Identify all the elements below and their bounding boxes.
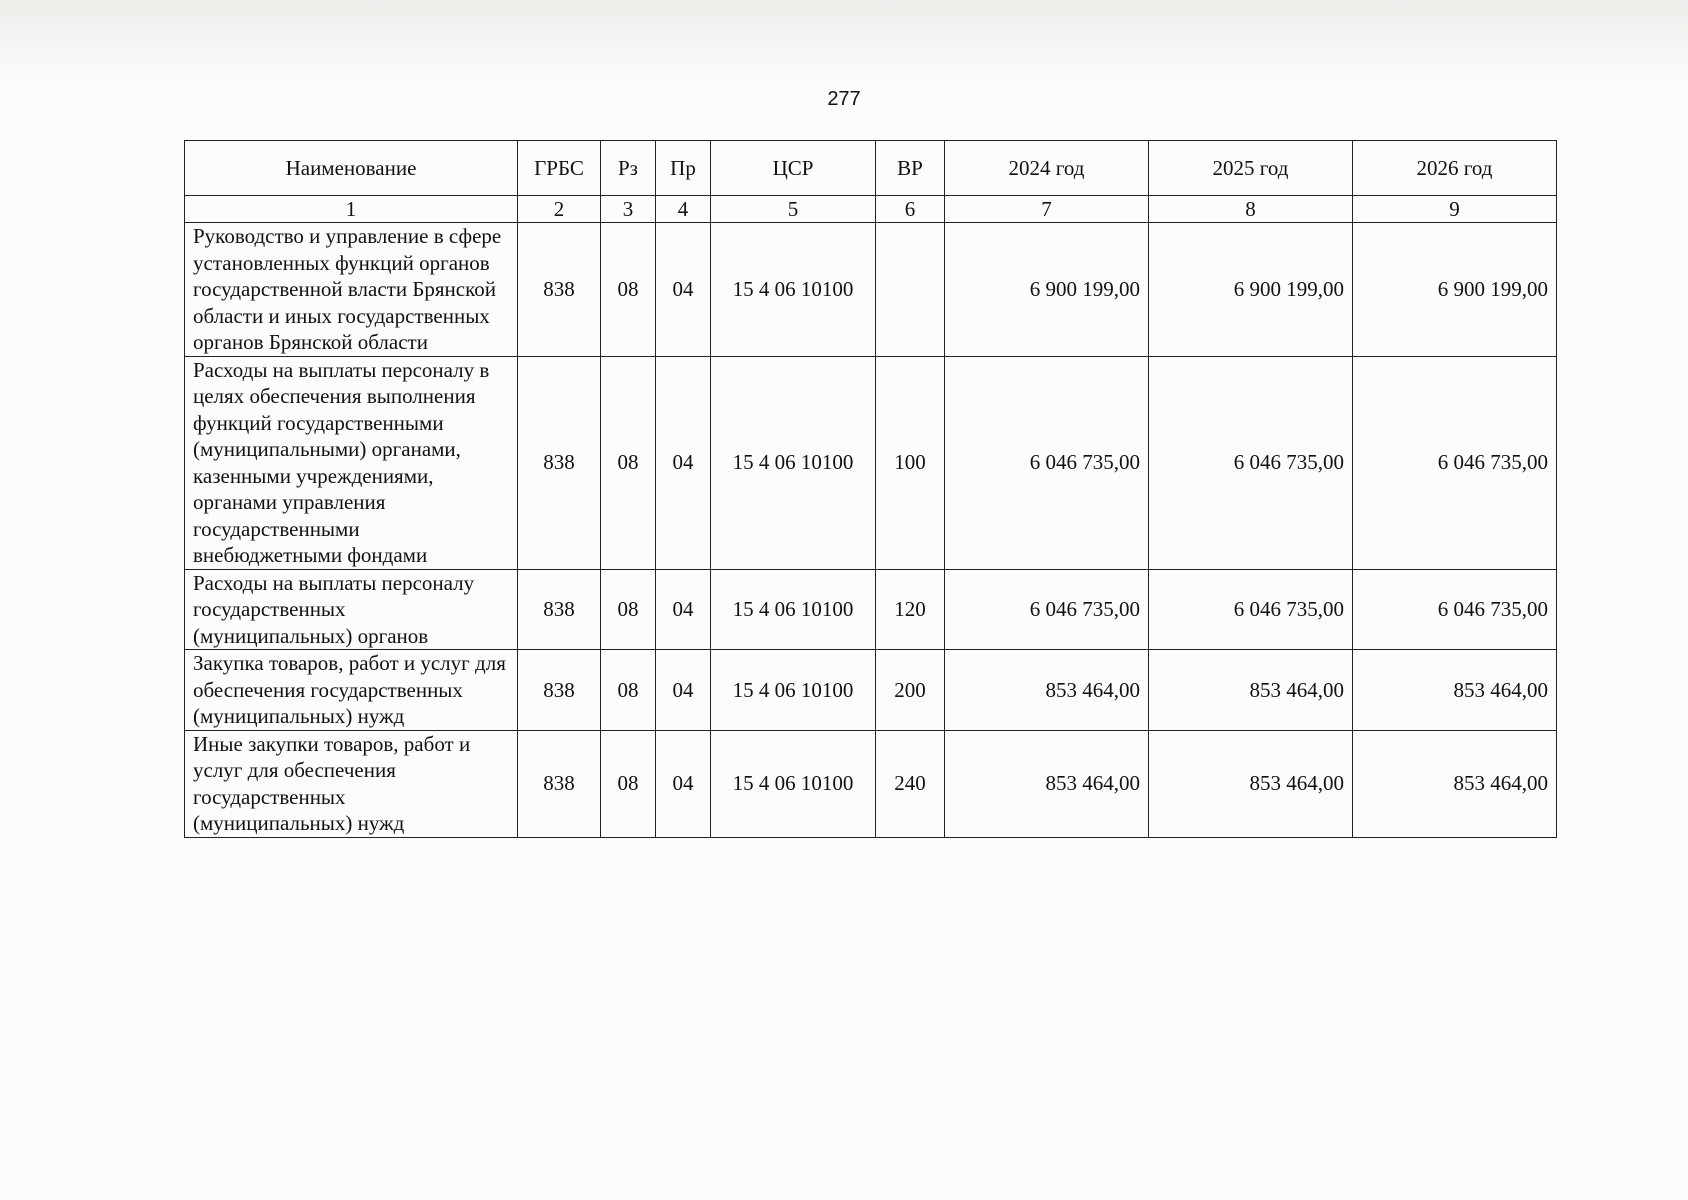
row-pr: 04 — [656, 650, 711, 731]
table-row — [185, 356, 1557, 569]
row-2026: 853 464,00 — [1353, 650, 1557, 731]
column-number: 2 — [518, 196, 601, 223]
row-2024: 853 464,00 — [945, 650, 1149, 731]
row-vr: 240 — [876, 730, 945, 837]
header-name: Наименование — [185, 141, 518, 196]
row-pr: 04 — [656, 223, 711, 357]
row-2024: 6 900 199,00 — [945, 223, 1149, 357]
row-vr: 100 — [876, 356, 945, 569]
column-number: 1 — [185, 196, 518, 223]
column-numbers-row — [185, 196, 1557, 223]
header-2024: 2024 год — [945, 141, 1149, 196]
header-pr: Пр — [656, 141, 711, 196]
budget-table — [184, 140, 1557, 838]
row-csr: 15 4 06 10100 — [711, 569, 876, 650]
row-grbs: 838 — [518, 356, 601, 569]
column-number: 3 — [601, 196, 656, 223]
row-2026: 6 046 735,00 — [1353, 356, 1557, 569]
header-2026: 2026 год — [1353, 141, 1557, 196]
table-row — [185, 223, 1557, 357]
row-2024: 853 464,00 — [945, 730, 1149, 837]
row-vr: 120 — [876, 569, 945, 650]
row-grbs: 838 — [518, 569, 601, 650]
row-name: Иные закупки товаров, работ и услуг для обеспечения государственных (муниципальных) нужд — [185, 730, 518, 837]
row-grbs: 838 — [518, 650, 601, 731]
row-name: Расходы на выплаты персоналу государственных (муниципальных) органов — [185, 569, 518, 650]
column-number: 4 — [656, 196, 711, 223]
row-pr: 04 — [656, 356, 711, 569]
row-name: Закупка товаров, работ и услуг для обеспечения государственных (муниципальных) нужд — [185, 650, 518, 731]
row-2026: 6 900 199,00 — [1353, 223, 1557, 357]
row-2025: 6 046 735,00 — [1149, 356, 1353, 569]
row-rz: 08 — [601, 356, 656, 569]
row-csr: 15 4 06 10100 — [711, 223, 876, 357]
column-number: 9 — [1353, 196, 1557, 223]
row-2025: 853 464,00 — [1149, 730, 1353, 837]
table-header-row — [185, 141, 1557, 196]
row-vr: 200 — [876, 650, 945, 731]
row-2024: 6 046 735,00 — [945, 356, 1149, 569]
row-name: Руководство и управление в сфере установленных функций органов государственной власти Брянской области и иных государственных органов Брянской области — [185, 223, 518, 357]
row-2026: 853 464,00 — [1353, 730, 1557, 837]
row-2024: 6 046 735,00 — [945, 569, 1149, 650]
header-csr: ЦСР — [711, 141, 876, 196]
header-rz: Рз — [601, 141, 656, 196]
header-grbs: ГРБС — [518, 141, 601, 196]
column-number: 6 — [876, 196, 945, 223]
column-number: 8 — [1149, 196, 1353, 223]
page-number: 277 — [827, 88, 861, 110]
table-row — [185, 650, 1557, 731]
row-name: Расходы на выплаты персоналу в целях обеспечения выполнения функций государственными (муниципальными) органами, казенными учреждениями, органами управления государственными внебюджетными фондами — [185, 356, 518, 569]
header-vr: ВР — [876, 141, 945, 196]
table-row — [185, 569, 1557, 650]
row-csr: 15 4 06 10100 — [711, 650, 876, 731]
row-pr: 04 — [656, 569, 711, 650]
row-pr: 04 — [656, 730, 711, 837]
column-number: 5 — [711, 196, 876, 223]
header-2025: 2025 год — [1149, 141, 1353, 196]
row-2025: 6 900 199,00 — [1149, 223, 1353, 357]
row-2025: 853 464,00 — [1149, 650, 1353, 731]
row-rz: 08 — [601, 730, 656, 837]
row-grbs: 838 — [518, 223, 601, 357]
row-csr: 15 4 06 10100 — [711, 356, 876, 569]
column-number: 7 — [945, 196, 1149, 223]
row-grbs: 838 — [518, 730, 601, 837]
row-rz: 08 — [601, 569, 656, 650]
table-row — [185, 730, 1557, 837]
row-rz: 08 — [601, 223, 656, 357]
row-vr — [876, 223, 945, 357]
row-2026: 6 046 735,00 — [1353, 569, 1557, 650]
row-2025: 6 046 735,00 — [1149, 569, 1353, 650]
scan-shadow — [0, 0, 1688, 90]
row-csr: 15 4 06 10100 — [711, 730, 876, 837]
row-rz: 08 — [601, 650, 656, 731]
